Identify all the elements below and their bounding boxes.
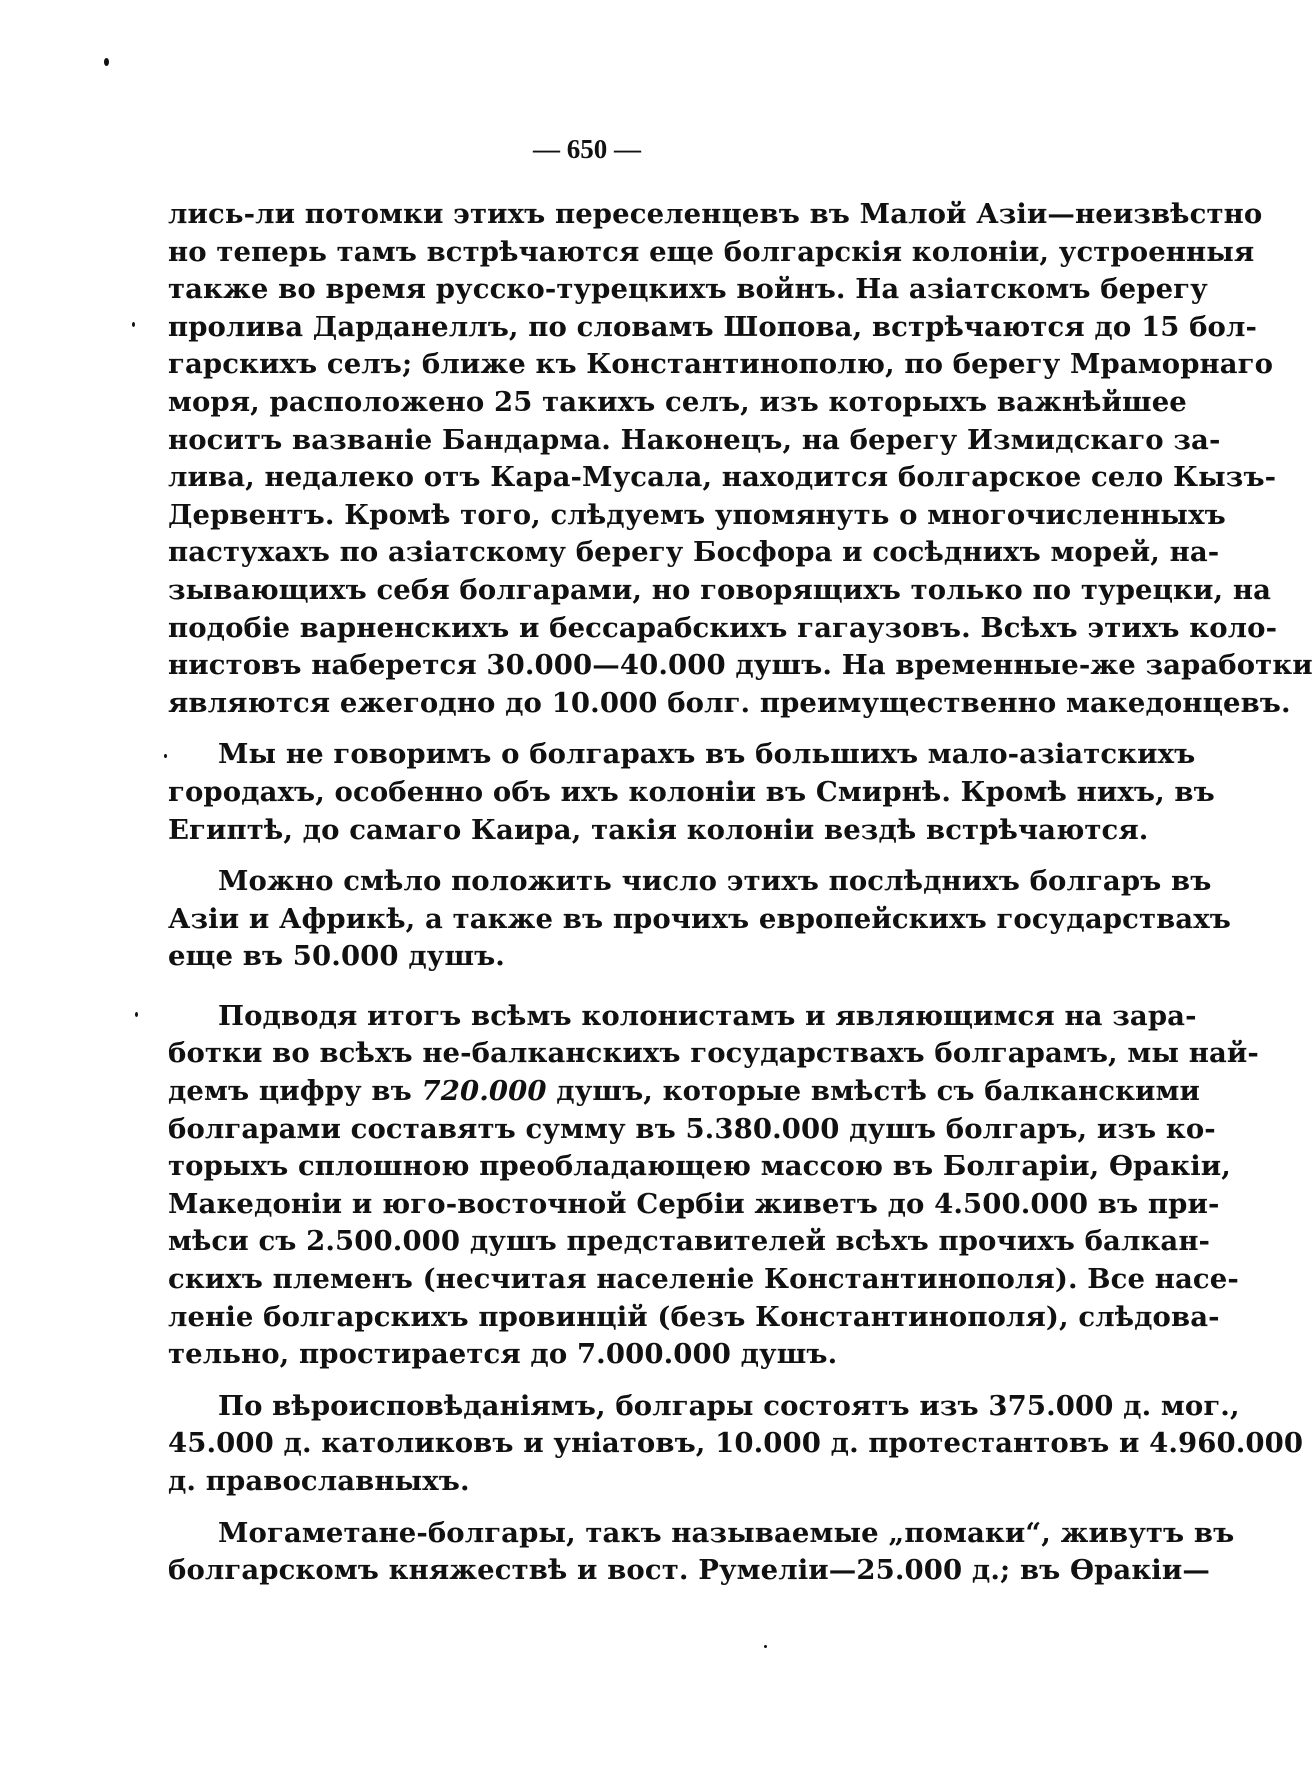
text-line: Могаметане-болгары, такъ называемые „помаки“, живутъ въ xyxy=(218,1516,1235,1549)
text-line: Азіи и Африкѣ, а также въ прочихъ европейскихъ государствахъ xyxy=(168,902,1231,935)
text-line: По вѣроисповѣданіямъ, болгары состоятъ изъ 375.000 д. мог., xyxy=(218,1389,1240,1422)
text-line: торыхъ сплошною преобладающею массою въ Болгаріи, Ѳракіи, xyxy=(168,1150,1231,1183)
text-line: но теперь тамъ встрѣчаются еще болгарскія колоніи, устроенныя xyxy=(168,235,1255,268)
text-line: Мы не говоримъ о болгарахъ въ большихъ мало-азіатскихъ xyxy=(218,738,1196,771)
text-line: лива, недалеко отъ Кара-Мусала, находится болгарское село Кызъ- xyxy=(168,461,1277,494)
print-speck xyxy=(135,1012,138,1017)
text-line: леніе болгарскихъ провинцій (безъ Константинополя), слѣдова- xyxy=(168,1300,1220,1333)
text-line: городахъ, особенно объ ихъ колоніи въ Смирнѣ. Кромѣ нихъ, въ xyxy=(168,775,1215,808)
text-line: 45.000 д. католиковъ и уніатовъ, 10.000 д. протестантовъ и 4.960.000 xyxy=(168,1427,1304,1460)
print-speck xyxy=(764,1645,767,1648)
text-line: скихъ племенъ (несчитая населеніе Константинополя). Все насе- xyxy=(168,1263,1239,1296)
paragraph-2 xyxy=(168,736,1215,849)
text-line: являются ежегодно до 10.000 болг. преимущественно македонцевъ. xyxy=(168,686,1291,719)
paragraph-5 xyxy=(168,1388,1304,1501)
text-line: д. православныхъ. xyxy=(168,1465,470,1497)
total-figure: 720.000 xyxy=(421,1075,547,1108)
text-line: Можно смѣло положить число этихъ послѣднихъ болгаръ въ xyxy=(218,865,1212,898)
text-line: также во время русско-турецкихъ войнъ. На азіатскомъ берегу xyxy=(168,273,1208,306)
text-segment: демъ цифру въ xyxy=(168,1075,412,1108)
text-line: нистовъ наберется 30.000—40.000 душъ. На временные-же заработки xyxy=(168,649,1313,682)
text-line: Македоніи и юго-восточной Сербіи живетъ до 4.500.000 въ при- xyxy=(168,1187,1220,1220)
body-text xyxy=(168,196,1313,1590)
text-line: Египтѣ, до самаго Каира, такія колоніи вездѣ встрѣчаются. xyxy=(168,813,1149,846)
page-number: — 650 — xyxy=(533,134,641,164)
print-speck xyxy=(164,754,167,758)
text-line: тельно, простирается до 7.000.000 душъ. xyxy=(168,1338,838,1371)
text-line: Дервентъ. Кромѣ того, слѣдуемъ упомянуть о многочисленныхъ xyxy=(168,498,1226,531)
paragraph-4 xyxy=(168,998,1259,1374)
print-speck xyxy=(104,58,109,66)
text-line: лись-ли потомки этихъ переселенцевъ въ Малой Азіи—неизвѣстно xyxy=(168,198,1263,230)
paragraph-3 xyxy=(168,863,1231,976)
text-line: Подводя итогъ всѣмъ колонистамъ и являющимся на зара- xyxy=(218,999,1197,1032)
text-line: еще въ 50.000 душъ. xyxy=(168,940,505,973)
text-line: моря, расположено 25 такихъ селъ, изъ которыхъ важнѣйшее xyxy=(168,385,1187,418)
text-segment: душъ, которые вмѣстѣ съ балканскими xyxy=(556,1075,1201,1108)
text-line: мѣси съ 2.500.000 душъ представителей всѣхъ прочихъ балкан- xyxy=(168,1225,1211,1258)
text-line: ботки во всѣхъ не-балканскихъ государствахъ болгарамъ, мы най- xyxy=(168,1037,1259,1070)
text-line: гарскихъ селъ; ближе къ Константинополю, по берегу Мраморнаго xyxy=(168,348,1274,381)
print-speck xyxy=(132,322,135,327)
text-line: болгарами составятъ сумму въ 5.380.000 душъ болгаръ, изъ ко- xyxy=(168,1112,1216,1145)
text-line: подобіе варненскихъ и бессарабскихъ гагаузовъ. Всѣхъ этихъ коло- xyxy=(168,611,1278,644)
text-line: болгарскомъ княжествѣ и вост. Румеліи—25.000 д.; въ Ѳракіи— xyxy=(168,1554,1210,1587)
text-line: носитъ вазваніе Бандарма. Наконецъ, на берегу Измидскаго за- xyxy=(168,423,1221,456)
text-line-with-figure xyxy=(168,1073,1201,1111)
paragraph-1 xyxy=(168,196,1313,722)
text-line: зывающихъ себя болгарами, но говорящихъ только по турецки, на xyxy=(168,573,1271,606)
paragraph-6 xyxy=(168,1515,1235,1590)
text-line: пастухахъ по азіатскому берегу Босфора и сосѣднихъ морей, на- xyxy=(168,536,1220,569)
text-line: пролива Дарданеллъ, по словамъ Шопова, встрѣчаются до 15 бол- xyxy=(168,310,1257,343)
